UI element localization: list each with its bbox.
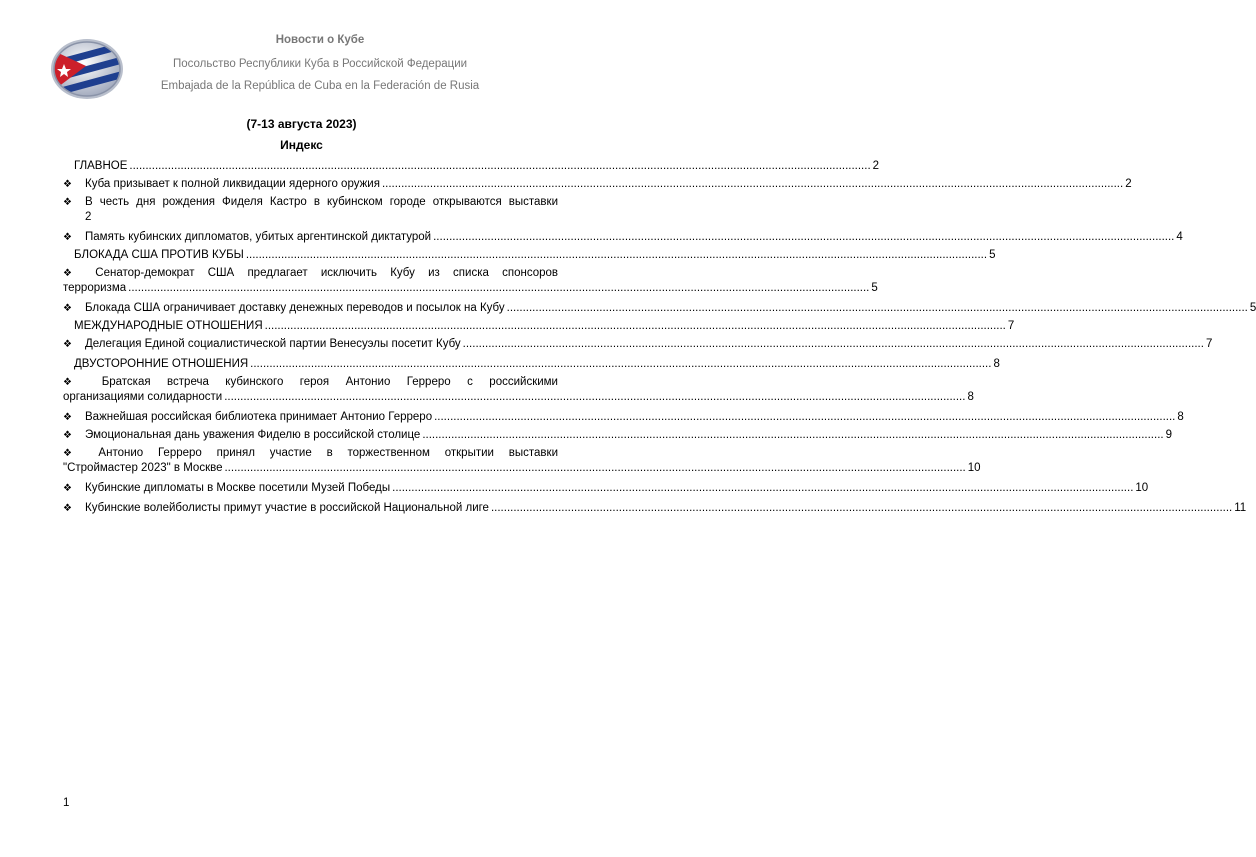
toc-item-second-line	[63, 281, 878, 296]
toc-leader	[246, 248, 987, 263]
toc-item-label-cont: организациями солидарности	[63, 391, 223, 403]
index-heading: Индекс	[280, 138, 323, 152]
toc-item[interactable]	[63, 266, 878, 296]
toc-page-number: 7	[1205, 338, 1213, 350]
toc-page-number: 8	[967, 391, 974, 403]
toc-section-label: ДВУСТОРОННИЕ ОТНОШЕНИЯ	[74, 358, 249, 370]
bullet-icon: ❖	[63, 448, 84, 459]
toc-item[interactable]	[63, 446, 981, 476]
toc-item-label: Память кубинских дипломатов, убитых аргентинской диктатурой	[85, 231, 432, 243]
toc-page-number: 10	[1135, 482, 1149, 494]
toc-item-label-cont: "Строймастер 2023" в Москве	[63, 462, 223, 474]
toc-item-label: Братская встреча кубинского героя Антонио Герреро с российскими	[101, 376, 558, 388]
bullet-icon: ❖	[63, 179, 72, 190]
bullet-icon: ❖	[63, 430, 72, 441]
toc-page-number: 8	[993, 358, 1000, 370]
bullet-icon: ❖	[63, 197, 72, 208]
bullet-icon: ❖	[63, 412, 72, 423]
toc-page-number: 8	[1177, 411, 1184, 423]
toc-item-label: Делегация Единой социалистической партии Венесуэлы посетит Кубу	[85, 338, 461, 350]
toc-item[interactable]	[63, 230, 1183, 245]
toc-page-number: 2	[1125, 178, 1132, 190]
toc-section-label: ГЛАВНОЕ	[74, 160, 128, 172]
toc-leader	[491, 501, 1232, 516]
bullet-icon: ❖	[63, 339, 72, 350]
toc-page-number: 2	[85, 211, 92, 223]
toc-item-first-line	[63, 266, 558, 281]
toc-section-bilateral[interactable]	[63, 357, 1000, 372]
toc-leader	[433, 230, 1174, 245]
toc-item-second-line	[63, 390, 974, 405]
toc-page-number: 5	[989, 249, 996, 261]
toc-leader	[392, 481, 1133, 496]
toc-item-label: В честь дня рождения Фиделя Кастро в кубинском городе открываются выставки	[85, 196, 558, 208]
toc-page-number: 10	[967, 462, 981, 474]
bullet-icon: ❖	[63, 268, 83, 279]
bullet-icon: ❖	[63, 483, 72, 494]
toc-leader	[224, 390, 965, 405]
bullet-icon: ❖	[63, 303, 72, 314]
bullet-icon: ❖	[63, 503, 72, 514]
page-number: 1	[63, 797, 70, 809]
toc-item-second-line	[63, 461, 981, 476]
toc-leader	[434, 410, 1175, 425]
toc-item-label: Блокада США ограничивает доставку денежных переводов и посылок на Кубу	[85, 302, 505, 314]
toc-item-label: Антонио Герреро принял участие в торжественном открытии выставки	[98, 447, 558, 459]
toc-leader	[422, 428, 1163, 443]
toc-item[interactable]	[63, 375, 974, 405]
toc-item-label: Куба призывает к полной ликвидации ядерного оружия	[85, 178, 380, 190]
toc-page-number: 4	[1176, 231, 1183, 243]
toc-item-first-line	[63, 375, 558, 390]
toc-item[interactable]	[63, 301, 1256, 316]
embassy-name-ru: Посольство Республики Куба в Российской Федерации	[172, 58, 468, 70]
newsletter-title: Новости о Кубе	[275, 34, 365, 46]
toc-leader	[382, 177, 1123, 192]
toc-leader	[250, 357, 991, 372]
toc-page-number: 9	[1165, 429, 1172, 441]
toc-item-first-line	[63, 446, 558, 461]
toc-page-number: 5	[1249, 302, 1256, 314]
toc-leader	[265, 319, 1006, 334]
toc-leader	[507, 301, 1248, 316]
toc-item[interactable]	[63, 195, 558, 225]
date-range: (7-13 августа 2023)	[246, 117, 357, 131]
toc-leader	[128, 281, 869, 296]
toc-item[interactable]	[63, 481, 1149, 496]
bullet-icon: ❖	[63, 232, 72, 243]
toc-page-number: 11	[1234, 502, 1247, 514]
toc-item-label: Кубинские дипломаты в Москве посетили Музей Победы	[85, 482, 391, 494]
toc-section-label: БЛОКАДА США ПРОТИВ КУБЫ	[74, 249, 244, 261]
toc-page-number: 2	[872, 160, 880, 172]
toc-item[interactable]	[63, 428, 1172, 443]
toc-section-international[interactable]	[63, 319, 1015, 334]
toc-item-label: Кубинские волейболисты примут участие в российской Национальной лиге	[85, 502, 489, 514]
bullet-icon: ❖	[63, 377, 86, 388]
toc-section-label: МЕЖДУНАРОДНЫЕ ОТНОШЕНИЯ	[74, 320, 263, 332]
toc-item[interactable]	[63, 501, 1247, 516]
toc-item[interactable]	[63, 177, 1132, 192]
toc-item[interactable]	[63, 337, 1213, 352]
table-of-contents	[63, 156, 1256, 516]
toc-item-label: Эмоциональная дань уважения Фиделю в российской столице	[85, 429, 421, 441]
toc-leader	[463, 337, 1204, 352]
toc-section-blockade[interactable]	[63, 248, 996, 263]
toc-item-label: Сенатор-демократ США предлагает исключить Кубу из списка спонсоров	[95, 267, 559, 279]
embassy-name-es: Embajada de la República de Cuba en la Federación de Rusia	[160, 80, 480, 92]
toc-section-main[interactable]	[63, 159, 880, 174]
toc-page-number: 7	[1007, 320, 1015, 332]
cuba-flag-sphere-icon	[50, 38, 124, 100]
toc-item-label: Важнейшая российская библиотека принимает Антонио Герреро	[85, 411, 433, 423]
toc-leader	[129, 159, 870, 174]
toc-page-number: 5	[871, 282, 878, 294]
toc-item[interactable]	[63, 410, 1184, 425]
toc-leader	[224, 461, 965, 476]
toc-item-label-cont: терроризма	[63, 282, 127, 294]
